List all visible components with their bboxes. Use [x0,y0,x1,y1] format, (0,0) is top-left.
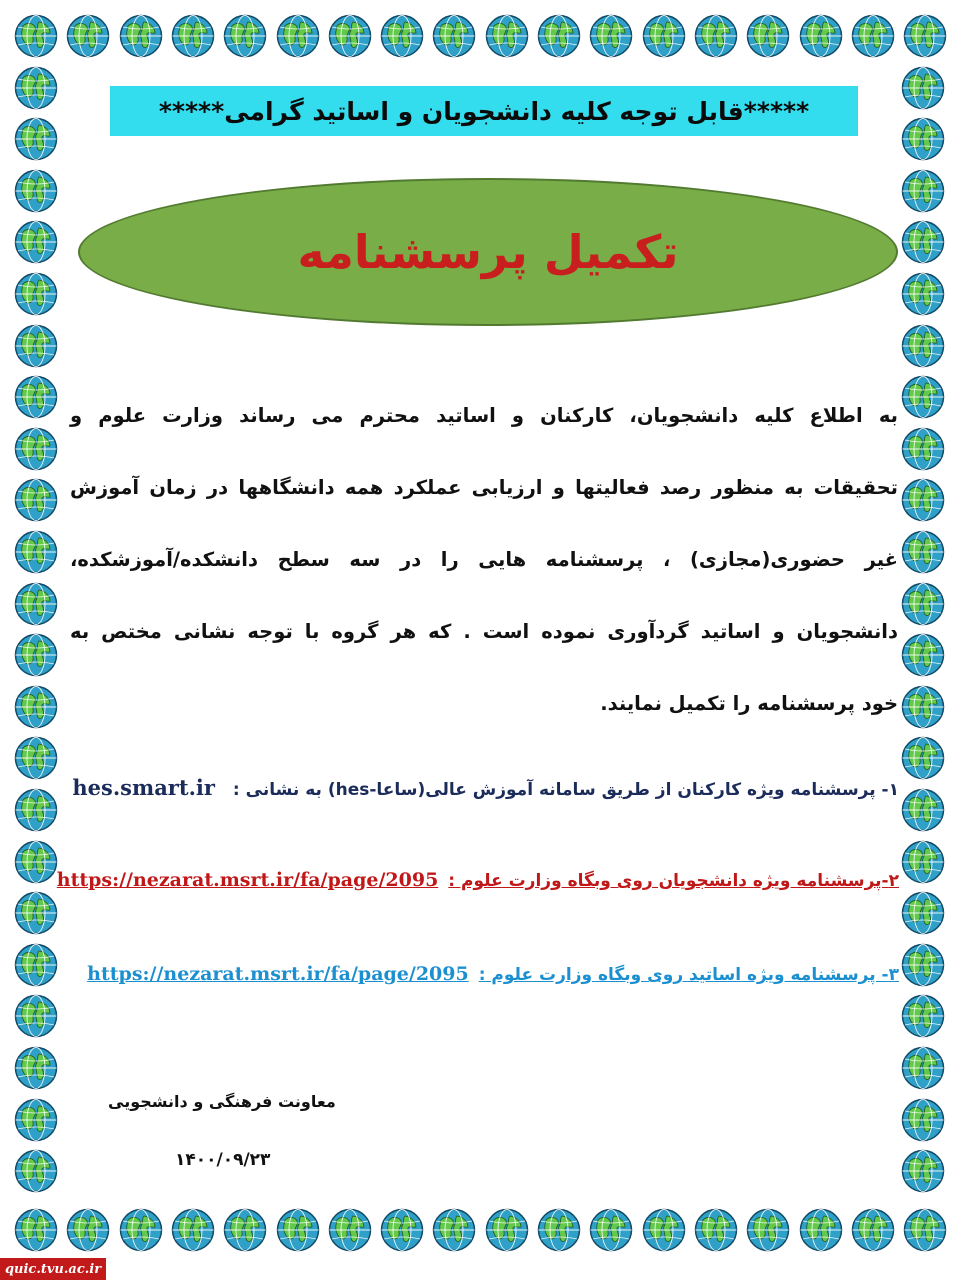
globe-icon [799,14,843,58]
list-item-label: ۱- پرسشنامه ویژه کارکنان از طریق سامانه آموزش عالی(ساعا-hes) به نشانی : [232,780,899,800]
globe-icon [66,14,110,58]
globe-icon [901,633,945,677]
announcement-body [70,380,898,740]
globe-icon [14,117,58,161]
professor-survey-link[interactable]: https://nezarat.msrt.ir/fa/page/2095 [87,963,469,985]
globe-icon [901,1046,945,1090]
globe-icon [14,891,58,935]
globe-icon [14,427,58,471]
globe-icon [14,1098,58,1142]
body-line: به اطلاع کلیه دانشجویان، کارکنان و اساتید محترم می رساند وزارت علوم و [70,404,898,427]
globe-icon [14,324,58,368]
globe-icon [851,14,895,58]
globe-icon [119,14,163,58]
staff-survey-link[interactable]: hes.smart.ir [72,775,215,800]
globe-icon [14,375,58,419]
globe-icon [901,788,945,832]
globe-icon [171,14,215,58]
body-line: غیر حضوری(مجازی) ، پرسشنامه هایی را در سه سطح دانشکده/آموزشکده، [70,548,898,571]
globe-icon [746,14,790,58]
globe-icon [901,220,945,264]
list-item-students [57,869,899,891]
globe-icon [14,169,58,213]
body-line: دانشجویان و اساتید گردآوری نموده است . که هر گروه با توجه نشانی مختص به [70,620,898,643]
globe-icon [537,1208,581,1252]
globe-icon [901,943,945,987]
body-line: خود پرسشنامه را تکمیل نمایند. [600,692,898,715]
globe-icon [851,1208,895,1252]
title-ellipse [78,178,898,326]
globe-icon [432,1208,476,1252]
globe-icon [223,1208,267,1252]
globe-icon [14,272,58,316]
watermark: quic.tvu.ac.ir [0,1258,106,1280]
globe-icon [901,324,945,368]
globe-icon [14,943,58,987]
globe-icon [14,478,58,522]
list-item-professors [87,963,899,985]
globe-icon [901,66,945,110]
globe-icon [432,14,476,58]
globe-icon [799,1208,843,1252]
globe-icon [276,1208,320,1252]
globe-icon [901,169,945,213]
globe-icon [589,14,633,58]
globe-icon [901,891,945,935]
globe-icon [694,14,738,58]
globe-icon [537,14,581,58]
globe-icon [903,14,947,58]
globe-icon [223,14,267,58]
list-item-label: ۲-پرسشنامه ویژه دانشجویان روی وبگاه وزارت علوم : [448,871,899,891]
document-date: ۱۴۰۰/۰۹/۲۳ [175,1150,271,1170]
globe-icon [14,1149,58,1193]
globe-icon [901,736,945,780]
globe-icon [14,840,58,884]
globe-icon [901,1098,945,1142]
globe-icon [901,117,945,161]
globe-icon [14,736,58,780]
globe-icon [901,478,945,522]
globe-icon [14,14,58,58]
globe-icon [901,272,945,316]
globe-icon [328,1208,372,1252]
globe-icon [903,1208,947,1252]
globe-icon [380,1208,424,1252]
globe-icon [14,994,58,1038]
student-survey-link[interactable]: https://nezarat.msrt.ir/fa/page/2095 [56,869,439,891]
signature: معاونت فرهنگی و دانشجویی [108,1092,336,1111]
globe-icon [276,14,320,58]
body-line: تحقیقات به منظور رصد فعالیتها و ارزیابی عملکرد همه دانشگاهها در زمان آموزش [70,476,898,499]
globe-icon [589,1208,633,1252]
globe-icon [642,1208,686,1252]
globe-icon [485,1208,529,1252]
globe-icon [14,530,58,574]
globe-icon [901,530,945,574]
notice-banner-text: *****قابل توجه کلیه دانشجویان و اساتید گرامی***** [158,96,810,126]
globe-icon [14,788,58,832]
globe-icon [694,1208,738,1252]
globe-icon [901,840,945,884]
page-title: تکمیل پرسشنامه [297,225,679,279]
globe-icon [901,375,945,419]
globe-icon [14,220,58,264]
list-item-staff [72,775,899,800]
globe-icon [901,582,945,626]
globe-icon [901,427,945,471]
globe-icon [642,14,686,58]
globe-icon [14,1046,58,1090]
globe-icon [485,14,529,58]
globe-icon [14,633,58,677]
globe-icon [746,1208,790,1252]
globe-icon [901,685,945,729]
globe-icon [380,14,424,58]
globe-icon [14,582,58,626]
notice-banner [110,86,858,136]
globe-icon [14,1208,58,1252]
globe-icon [14,685,58,729]
globe-icon [171,1208,215,1252]
globe-icon [14,66,58,110]
globe-icon [901,994,945,1038]
globe-icon [901,1149,945,1193]
globe-icon [119,1208,163,1252]
globe-icon [328,14,372,58]
globe-icon [66,1208,110,1252]
list-item-label: ۳- پرسشنامه ویژه اساتید روی وبگاه وزارت علوم : [478,965,899,985]
